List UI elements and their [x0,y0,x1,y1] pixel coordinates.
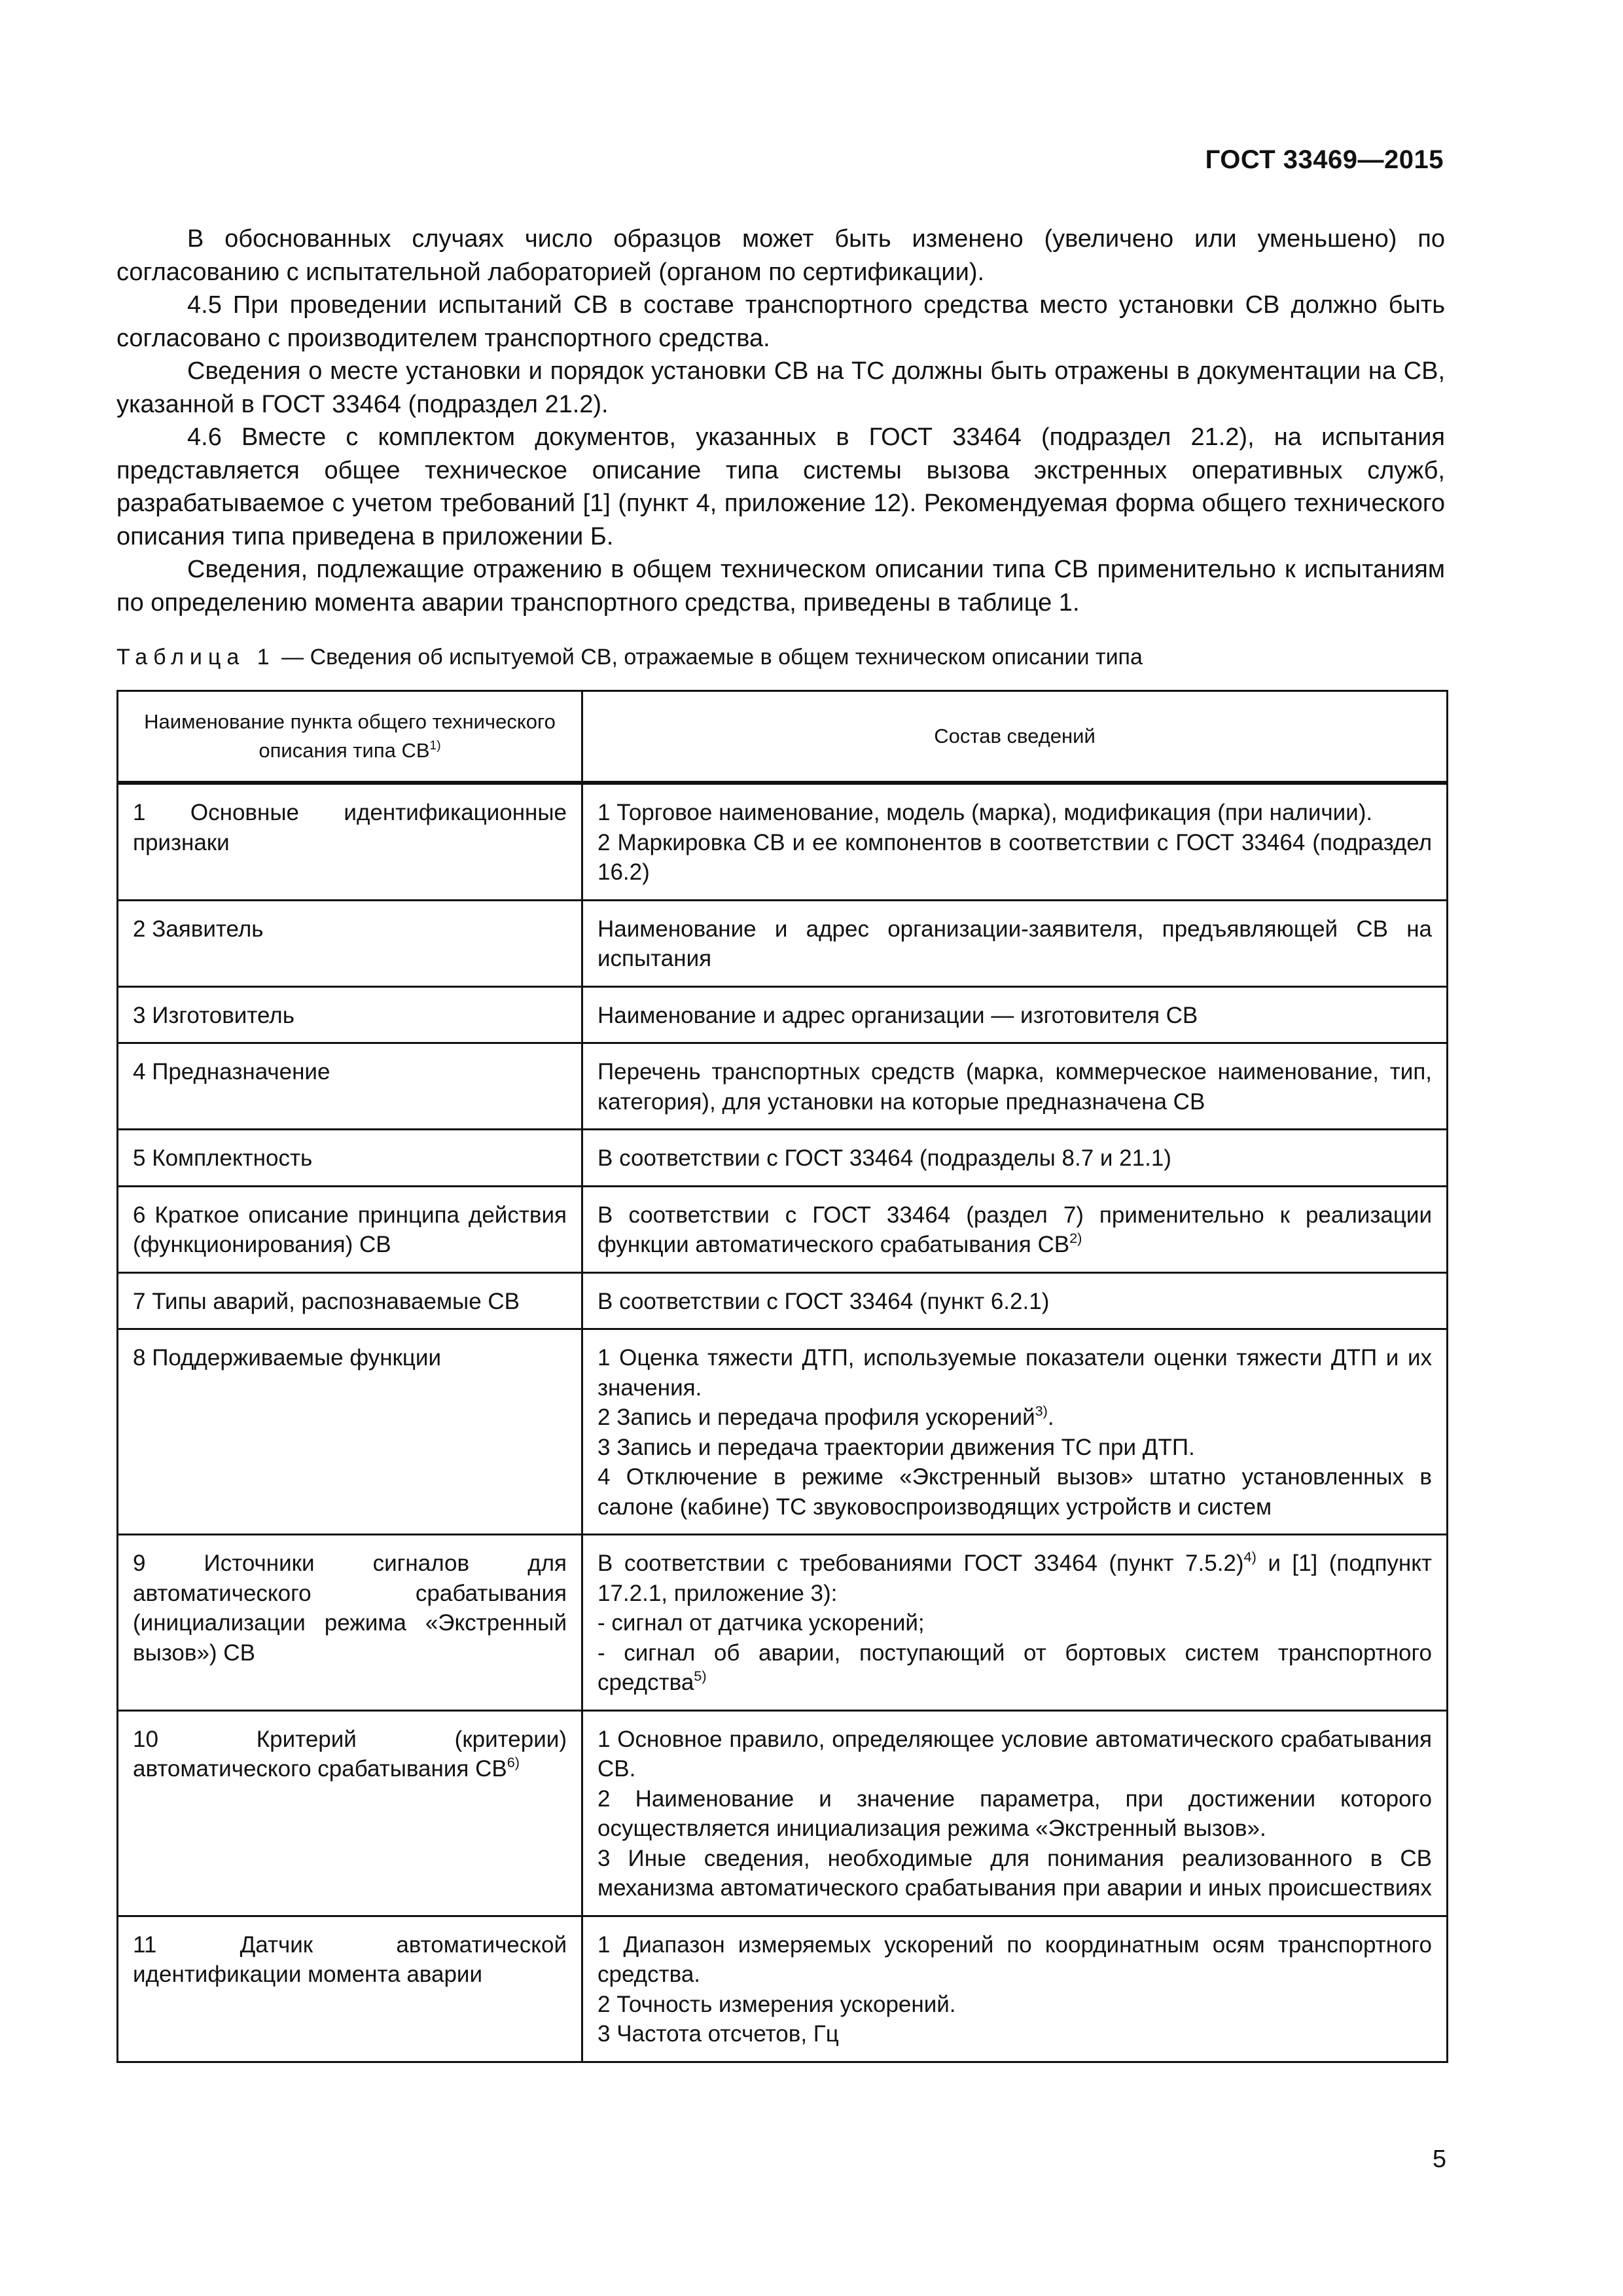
column-header-item [118,691,582,783]
details-cell [582,783,1448,900]
details-line: 1 Основное правило, определяющее условие автоматического срабатывания СВ. [597,1726,1432,1782]
details-cell [582,1186,1448,1272]
body-text [116,223,1445,619]
item-cell: 11 Датчик автоматической идентификации момента аварии [118,1916,582,2062]
item-cell: 2 Заявитель [118,900,582,986]
column-header-line: Наименование пункта общего [144,710,427,733]
table-row [118,1130,1448,1187]
paragraph: В обоснованных случаях число образцов может быть изменено (увеличено или уменьшено) по согласованию с испытательной лабораторией (органом по сертификации). [116,225,1445,286]
details-cell: Перечень транспортных средств (марка, коммерческое наименование, тип, категория), для установки на которые предназначена СВ [582,1043,1448,1130]
footnote-ref: 3) [1035,1403,1048,1420]
details-cell [582,1329,1448,1535]
details-text: и [1] (подпункт 17.2.1, приложение 3): [597,1551,1432,1606]
details-cell [582,1535,1448,1711]
item-cell: 8 Поддерживаемые функции [118,1329,582,1535]
details-cell [582,1710,1448,1916]
item-cell [118,1710,582,1916]
details-line: 3 Частота отсчетов, Гц [597,2021,839,2047]
details-text: - сигнал об аварии, поступающий от бортовых систем транспортного средства [597,1640,1432,1695]
details-text: . [1047,1405,1054,1430]
table-caption-label: Таблица 1 [116,645,276,670]
details-text: 2 Запись и передача профиля ускорений [597,1405,1035,1430]
table-header-row [118,691,1448,783]
table-row [118,1535,1448,1711]
details-line [597,1549,1432,1608]
table-row [118,900,1448,986]
table-row [118,1043,1448,1130]
details-text: В соответствии с требованиями ГОСТ 33464 (пункт 7.5.2) [597,1551,1244,1576]
item-cell: 9 Источники сигналов для автоматического срабатывания (инициализации режима «Экстренный вызов») СВ [118,1535,582,1711]
page-number: 5 [1432,2145,1446,2173]
item-cell: 7 Типы аварий, распознаваемые СВ [118,1272,582,1329]
info-table [116,690,1448,2063]
details-line: - сигнал от датчика ускорений; [597,1610,925,1636]
details-cell: В соответствии с ГОСТ 33464 (подразделы 8.7 и 21.1) [582,1130,1448,1187]
table-caption-text: — Сведения об испытуемой СВ, отражаемые в общем техническом описании типа [275,645,1143,670]
details-line [597,1403,1432,1433]
column-header-line: технического описания типа СВ [259,710,556,762]
item-cell: 1 Основные идентификационные признаки [118,783,582,900]
table-row [118,1186,1448,1272]
details-line: 3 Иные сведения, необходимые для понимания реализованного в СВ механизма автоматического срабатывания при аварии и иных происшествиях [597,1845,1432,1901]
details-line: 2 Точность измерения ускорений. [597,1991,956,2017]
details-line [597,1638,1432,1698]
paragraph: Сведения, подлежащие отражению в общем техническом описании типа СВ применительно к испытаниям по определению момента аварии транспортного средства, приведены в таблице 1. [116,556,1445,617]
footnote-ref: 4) [1243,1549,1257,1566]
standard-header: ГОСТ 33469—2015 [1205,145,1444,174]
table-row [118,1329,1448,1535]
details-line: 2 Наименование и значение параметра, при достижении которого осуществляется инициализация режима «Экстренный вызов». [597,1785,1432,1841]
details-line: 1 Торговое наименование, модель (марка), модификация (при наличии). [597,800,1373,825]
details-cell: В соответствии с ГОСТ 33464 (пункт 6.2.1) [582,1272,1448,1329]
item-cell: 3 Изготовитель [118,986,582,1043]
item-cell: 6 Краткое описание принципа действия (функционирования) СВ [118,1186,582,1272]
details-line: 1 Диапазон измеряемых ускорений по координатным осям транспортного средства. [597,1931,1432,1987]
details-cell: Наименование и адрес организации — изготовителя СВ [582,986,1448,1043]
table-row [118,783,1448,900]
details-line: 2 Маркировка СВ и ее компонентов в соответствии с ГОСТ 33464 (подраздел 16.2) [597,829,1432,885]
column-header-details: Состав сведений [582,691,1448,783]
footnote-ref: 5) [694,1668,707,1685]
footnote-ref: 1) [429,738,441,753]
footnote-ref: 2) [1069,1230,1082,1247]
details-line: 4 Отключение в режиме «Экстренный вызов» штатно установленных в салоне (кабине) ТС звуковоспроизводящих устройств и систем [597,1464,1432,1520]
paragraph: 4.5 При проведении испытаний СВ в составе транспортного средства место установки СВ должно быть согласовано с производителем транспортного средства. [116,291,1445,352]
table-caption [116,643,1445,672]
details-text: В соответствии с ГОСТ 33464 (раздел 7) применительно к реализации функции автоматического срабатывания СВ [597,1202,1432,1257]
details-line: 3 Запись и передача траектории движения ТС при ДТП. [597,1434,1195,1460]
table-row [118,986,1448,1043]
table-row [118,1916,1448,2062]
paragraph: Сведения о месте установки и порядок установки СВ на ТС должны быть отражены в документации на СВ, указанной в ГОСТ 33464 (подраздел 21.2). [116,357,1445,418]
footnote-ref: 6) [507,1754,520,1771]
paragraph: 4.6 Вместе с комплектом документов, указанных в ГОСТ 33464 (подраздел 21.2), на испытания представляется общее техническое описание типа системы вызова экстренных оперативных служб, разрабатываемое с учетом требований [1] (пункт 4, приложение 12). Рекомендуемая форма общего технического описания типа приведена в приложении Б. [116,423,1445,550]
item-text: 10 Критерий (критерии) автоматического срабатывания СВ [133,1726,567,1782]
details-line: 1 Оценка тяжести ДТП, используемые показатели оценки тяжести ДТП и их значения. [597,1345,1432,1401]
table-row [118,1710,1448,1916]
details-cell: Наименование и адрес организации-заявителя, предъявляющей СВ на испытания [582,900,1448,986]
details-cell [582,1916,1448,2062]
item-cell: 5 Комплектность [118,1130,582,1187]
item-cell: 4 Предназначение [118,1043,582,1130]
table-row [118,1272,1448,1329]
